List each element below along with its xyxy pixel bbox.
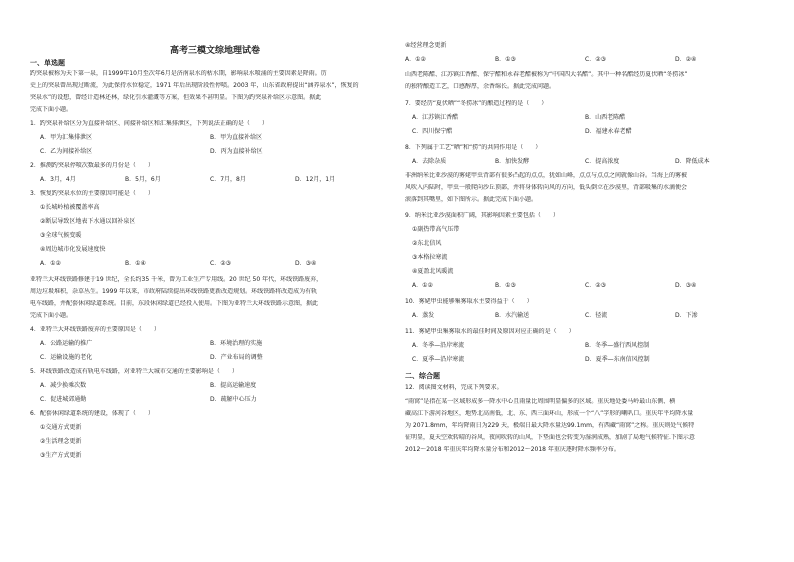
q10-option-a[interactable]: A．蒸发 xyxy=(412,312,435,319)
q7-option-a[interactable]: A．江苏镇江香醋 xyxy=(412,114,459,121)
q8-option-c[interactable]: C．提高浓度 xyxy=(585,158,620,165)
q6-option-c[interactable]: C．②③ xyxy=(585,56,606,63)
question-8: 8．下列属于工艺“晒”和“捞”的共同作用是（ ） xyxy=(405,144,542,151)
passage-line: 为 2071.8mm，年均降雨日为229 天，极端日最大降水量达99.1mm，有西藏“雨窝”之称。重庆则处气候特 xyxy=(405,422,695,429)
intro-line: 史上的突泉曾出现过断流，为此保持水位稳定，1971 年后出现阶段性停喷。2003 年，山东省政府提出“涵养泉水”，恢复的 xyxy=(30,82,359,89)
q6-item: ③生产方式更新 xyxy=(40,452,82,459)
q11-option-a[interactable]: A．冬季—沿岸寒流 xyxy=(412,342,465,349)
passage-line: 非洲纳米比亚沙漠的雾姥甲虫背部有很多凸起的点点，犹如山峰，点点与点点之间就像山谷。当海上的雾被 xyxy=(405,172,688,179)
q9-option-a[interactable]: A．①② xyxy=(412,282,433,289)
q9-option-c[interactable]: C．②③ xyxy=(585,282,606,289)
q6-item: ④经营理念更新 xyxy=(405,42,447,49)
q1-option-b[interactable]: B．甲为直接补给区 xyxy=(210,134,263,141)
passage-line: 征明显，夏天空欢转晴的谷风，夜间吹转的山风，下垫面也会转变为湿润成熟，加剧了局地气候特征.下图示意 xyxy=(405,434,695,441)
q1-option-c[interactable]: C．乙为间接补给区 xyxy=(40,148,93,155)
passage-line: 周边垃圾堆积，杂草丛生。1999 年以来，市政府陆续提出环线铁路更新改造规划。环线铁路将改造成为有轨 xyxy=(30,288,318,295)
q5-option-c[interactable]: C．促进城郊通勤 xyxy=(40,396,87,403)
q8-option-d[interactable]: D．降低成本 xyxy=(675,158,710,165)
passage-line: “雨窝”是指在某一区域形成多一降水中心且雨量比周围明显偏多的区域。重庆地处委马岭最山东侧、横 xyxy=(405,398,676,405)
passage-line: 藏高江下游河谷地区，地势北高南低，北、东、西三面环山，形成一个“八”字形的喇叭口。重庆年平均降水量 xyxy=(405,410,694,417)
q5-option-d[interactable]: D．疏解中心压力 xyxy=(210,396,257,403)
q9-item: ①副热带高气压带 xyxy=(412,226,460,233)
question-12: 12．阅读图文材料，完成下列要求。 xyxy=(405,384,503,391)
question-7: 7．要经历“夏伏晒”“冬捞冰”的酿造过程的是（ ） xyxy=(405,100,548,107)
intro-line: 突泉水”的设想，曾经计造林还林，绿化引水灌溉等方案，但效果不甚明显。下图为趵突泉补给区示意图。据此 xyxy=(30,94,322,101)
question-9: 9．纳米比亚沙漠面积广阔，其影响因素主要包括（ ） xyxy=(405,212,559,219)
q9-item: ③本格拉寒流 xyxy=(412,254,448,261)
q6-option-d[interactable]: D．②④ xyxy=(675,56,697,63)
q6-item: ①交通方式更新 xyxy=(40,424,82,431)
q1-option-a[interactable]: A．甲为汇集排泄区 xyxy=(40,134,93,141)
q2-option-d[interactable]: D．12月，1月 xyxy=(295,176,336,183)
q3-option-a[interactable]: A．①② xyxy=(40,260,61,267)
q8-option-b[interactable]: B．加快发酵 xyxy=(495,158,530,165)
passage-line: 2012～2018 年重庆年均降水量分布和2012～2018 年重庆逐时降水频率分布。 xyxy=(405,446,620,453)
q9-item: ②东北信风 xyxy=(412,240,442,247)
q10-option-c[interactable]: C．径流 xyxy=(585,312,608,319)
passage-line: 电车线路，并配套休闲绿道系统。目前，东段休闲绿道已经投入使用。下图为亚特兰大环线铁路示意图，据此 xyxy=(30,300,319,307)
q3-item: ④周边城市化发展速度快 xyxy=(40,246,106,253)
section-single-choice: 一、单选题 xyxy=(30,59,65,67)
q3-option-c[interactable]: C．②③ xyxy=(210,260,231,267)
q2-option-b[interactable]: B．5月，6月 xyxy=(125,176,161,183)
q3-option-d[interactable]: D．③④ xyxy=(295,260,317,267)
question-5: 5．环线铁路改造成有轨电车线路，对亚特兰大城市交通的主要影响是（ ） xyxy=(30,368,238,375)
q10-option-d[interactable]: D．下渗 xyxy=(675,312,698,319)
q4-option-c[interactable]: C．运输设施的老化 xyxy=(40,354,93,361)
q1-option-d[interactable]: D．丙为直接补给区 xyxy=(210,148,263,155)
page-title: 高考三模文综地理试卷 xyxy=(170,46,261,56)
q5-option-a[interactable]: A．减少换乘次数 xyxy=(40,382,87,389)
q7-option-b[interactable]: B．山西老陈醋 xyxy=(585,114,626,121)
intro-line: 趵突泉被称为天下第一泉，自1999年10月至次年6月是济南泉水的枯水期，影响泉水喷涌的主要因素是降雨。历 xyxy=(30,70,327,77)
question-3: 3．恢复趵突泉水位的主要原因可能是（ ） xyxy=(30,190,154,197)
q6-option-a[interactable]: A．①② xyxy=(405,56,426,63)
q11-option-c[interactable]: C．夏季—沿岸寒流 xyxy=(412,356,465,363)
q2-option-a[interactable]: A．3月，4月 xyxy=(40,176,76,183)
question-1: 1．趵突泉补给区分为直接补给区、间接补给区和汇集排泄区，下列说法正确的是（ ） xyxy=(30,120,268,127)
q6-item: ②生活理念更新 xyxy=(40,438,82,445)
passage-line: 风吹入内陆时，甲虫一般爬向沙丘顶部，并将身体转向风的方向，低头倒立在沙漠里，背部吸集的水滴便会 xyxy=(405,184,688,191)
section-comprehensive: 二、综合题 xyxy=(405,372,440,380)
q8-option-a[interactable]: A．去除杂质 xyxy=(412,158,447,165)
question-6: 6．配套休闲绿道系统的建设，体现了（ ） xyxy=(30,410,154,417)
q4-option-a[interactable]: A．公路运输的推广 xyxy=(40,340,93,347)
passage-line: 完成下面小题。 xyxy=(30,312,73,319)
passage-line: 山西老陈醋、江苏镇江香醋、保宁醋和永春老醋被称为“中国四大名醋”。其中一种名醋经历夏伏晒“冬捞冰” xyxy=(405,71,688,78)
q5-option-b[interactable]: B．提高运输速度 xyxy=(210,382,257,389)
passage-line: 滚落到其嘴里，如下图所示。据此完成下面小题。 xyxy=(405,196,538,203)
q9-option-d[interactable]: D．③④ xyxy=(675,282,697,289)
q9-option-b[interactable]: B．①③ xyxy=(495,282,516,289)
question-10: 10．雾姥甲虫能够集雾取水主要得益于（ ） xyxy=(405,298,533,305)
q6-option-b[interactable]: B．①③ xyxy=(495,56,516,63)
q3-item: ①长城岭植被覆盖率高 xyxy=(40,204,100,211)
q4-option-b[interactable]: B．环境治理的实施 xyxy=(210,340,263,347)
passage-line: 亚特兰大环线铁路修建于19 世纪，全长约35 千米，曾为工业生产专用线。20 世纪 50 年代，环线铁路废弃， xyxy=(30,276,323,283)
q3-item: ②断层导致区地表下水通以回补泉区 xyxy=(40,218,136,225)
q4-option-d[interactable]: D．产业布局的调整 xyxy=(210,354,263,361)
q7-option-d[interactable]: D．福建永春老醋 xyxy=(585,128,632,135)
q2-option-c[interactable]: C．7月，8月 xyxy=(210,176,246,183)
question-11: 11．雾姥甲虫集雾取水的最佳时间及原因对应正确的是（ ） xyxy=(405,328,575,335)
q7-option-c[interactable]: C．四川保宁醋 xyxy=(412,128,453,135)
question-4: 4．亚特兰大环线铁路废弃的主要原因是（ ） xyxy=(30,326,160,333)
passage-line: 的独特酿造工艺，口感醇厚，余香绵长。据此完成问题。 xyxy=(405,83,556,90)
intro-line: 完成下面小题。 xyxy=(30,106,73,113)
q3-option-b[interactable]: B．①④ xyxy=(125,260,146,267)
q11-option-b[interactable]: B．冬季—盛行西风控制 xyxy=(585,342,650,349)
q11-option-d[interactable]: D．夏季—东南信风控制 xyxy=(585,356,650,363)
question-2: 2．推测趵突泉停喷次数最多的月份是（ ） xyxy=(30,162,154,169)
q3-item: ③全球气候变暖 xyxy=(40,232,82,239)
q9-item: ④夏盈北风暖流 xyxy=(412,268,454,275)
q10-option-b[interactable]: B．水汽输送 xyxy=(495,312,530,319)
